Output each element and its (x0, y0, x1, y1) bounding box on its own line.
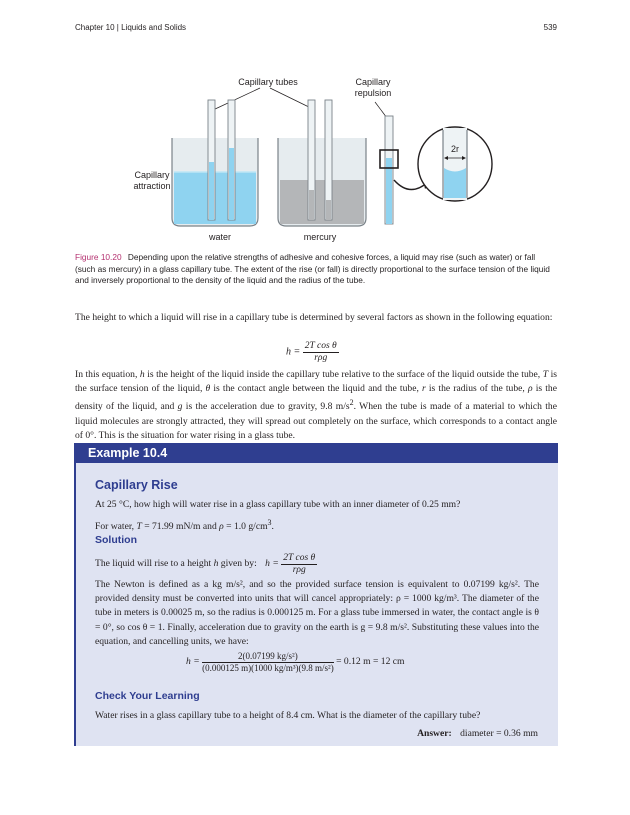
capillary-diagram (110, 72, 520, 247)
mercury-tube-left-fill (309, 190, 314, 220)
mercury-tube-right-fill (326, 200, 331, 220)
text-run: given by: (218, 558, 257, 570)
equation-denominator: rρg (314, 353, 328, 363)
var-theta: θ (205, 383, 211, 395)
example-question: At 25 °C, how high will water rise in a glass capillary tube with an inner diameter of 0.25 mm? (95, 499, 461, 510)
answer (417, 728, 538, 739)
mercury-liquid (280, 180, 364, 224)
page-header (75, 23, 557, 32)
equation-denominator: rρg (292, 565, 306, 575)
chapter-title: Chapter 10 | Liquids and Solids (75, 23, 187, 32)
answer-label: Answer: (417, 728, 452, 739)
equation-numerator: 2T cos θ (304, 341, 337, 351)
text-run: is the density of the liquid, and (75, 383, 557, 413)
text-run: is the contact angle between the liquid and the tube, (210, 383, 422, 395)
label-capillary-tubes: Capillary tubes (238, 77, 298, 87)
example-heading: Example 10.4 (76, 443, 558, 463)
calculation-equation (186, 651, 405, 673)
leader-line (213, 88, 260, 110)
var-r: r (422, 383, 426, 395)
example-title: Capillary Rise (95, 478, 178, 492)
text-run: is the acceleration due to gravity, 9.8 m/s (182, 401, 350, 413)
equation-lhs: h = (265, 558, 279, 570)
text-run: = 71.99 mN/m and (141, 521, 220, 533)
solution-heading: Solution (95, 534, 137, 546)
superscript: 2 (349, 398, 354, 408)
label-capillary-repulsion-2: repulsion (354, 88, 392, 98)
var-h: h (213, 558, 219, 570)
check-learning-heading: Check Your Learning (95, 690, 200, 702)
paragraph-explanation (75, 368, 557, 443)
water-tube-right-fill (229, 148, 234, 220)
solution-equation (265, 553, 317, 575)
figure-caption (75, 252, 557, 287)
label-mercury: mercury (303, 232, 337, 242)
text-run: In this equation, (75, 369, 140, 380)
text-run: . When the tube is made of a material to which the liquid molecules are strongly attracted, they will spread out completely on the surface, which corresponds to a contact angle of 0°. This is the situation for water rising in a glass tube. (75, 401, 557, 441)
answer-value: diameter = 0.36 mm (460, 728, 538, 739)
calc-fraction (202, 651, 334, 673)
text-run: is the surface tension of the liquid, (75, 369, 557, 395)
text-run: is the height of the liquid inside the capillary tube relative to the surface of the liquid outside the tube, (144, 369, 543, 380)
example-box (74, 443, 558, 746)
solution-intro (95, 553, 539, 575)
var-rho: ρ (527, 383, 533, 395)
text-run: is the radius of the tube, (425, 383, 528, 395)
var-T: T (136, 521, 142, 533)
solution-explanation: The Newton is defined as a kg m/s², and so the provided surface tension is equivalent to 0.07199 kg/s². The provided density must be converted into units that will cancel appropriately: ρ = 1000 kg/m³. The diameter of the tube in meters is 0.00025 m, so the radius is 0.000125 m. For a glass tube immersed in water, the contact angle is θ = 0°, so cos θ = 1. Finally, acceleration due to gravity on the earth is g = 9.8 m/s². Substituting these values into the equation, and cancelling units, we have: (95, 579, 539, 647)
calc-lhs: h = (186, 656, 200, 668)
capillary-figure (110, 72, 520, 247)
page-number: 539 (543, 23, 557, 32)
label-capillary-attraction: Capillary (134, 170, 170, 180)
calc-numerator: 2(0.07199 kg/s²) (202, 651, 334, 663)
text-run: The liquid will rise to a height (95, 558, 214, 570)
superscript: 3 (267, 518, 272, 527)
label-capillary-repulsion: Capillary (355, 77, 391, 87)
water-tube-left-fill (209, 162, 214, 220)
equation-fraction (303, 341, 339, 363)
var-h: h (139, 369, 145, 380)
equation-lhs: h = (286, 346, 301, 358)
magnified-meniscus (444, 168, 466, 198)
paragraph-intro: The height to which a liquid will rise in a capillary tube is determined by several factors as shown in the following equation: (75, 312, 553, 323)
text-run: = 1.0 g/cm (223, 521, 268, 533)
text-run: . (271, 521, 274, 533)
figure-label: Figure 10.20 (75, 252, 122, 262)
equation-numerator: 2T cos θ (283, 553, 316, 563)
capillary-equation (286, 341, 406, 363)
check-learning-question: Water rises in a glass capillary tube to a height of 8.4 cm. What is the diameter of the capillary tube? (95, 710, 481, 721)
label-water: water (208, 232, 232, 242)
figure-caption-text: Depending upon the relative strengths of adhesive and cohesive forces, a liquid may rise (such as water) or fall (such as mercury) in a glass capillary tube. The extent of the rise (or fall) is directly proportional to the surface tension of the liquid and inversely proportional to the density of the liquid and the radius of the tube. (75, 252, 550, 285)
label-capillary-attraction-2: attraction (133, 181, 171, 191)
var-rho: ρ (219, 521, 224, 533)
var-T: T (542, 369, 549, 380)
text-run: For water, (95, 521, 137, 533)
example-given (95, 516, 539, 534)
equation-fraction (281, 553, 317, 575)
calc-result: = 0.12 m = 12 cm (336, 656, 405, 668)
calc-denominator: (0.000125 m)(1000 kg/m³)(9.8 m/s²) (202, 663, 334, 673)
label-2r: 2r (450, 144, 460, 154)
var-g: g (177, 401, 183, 413)
